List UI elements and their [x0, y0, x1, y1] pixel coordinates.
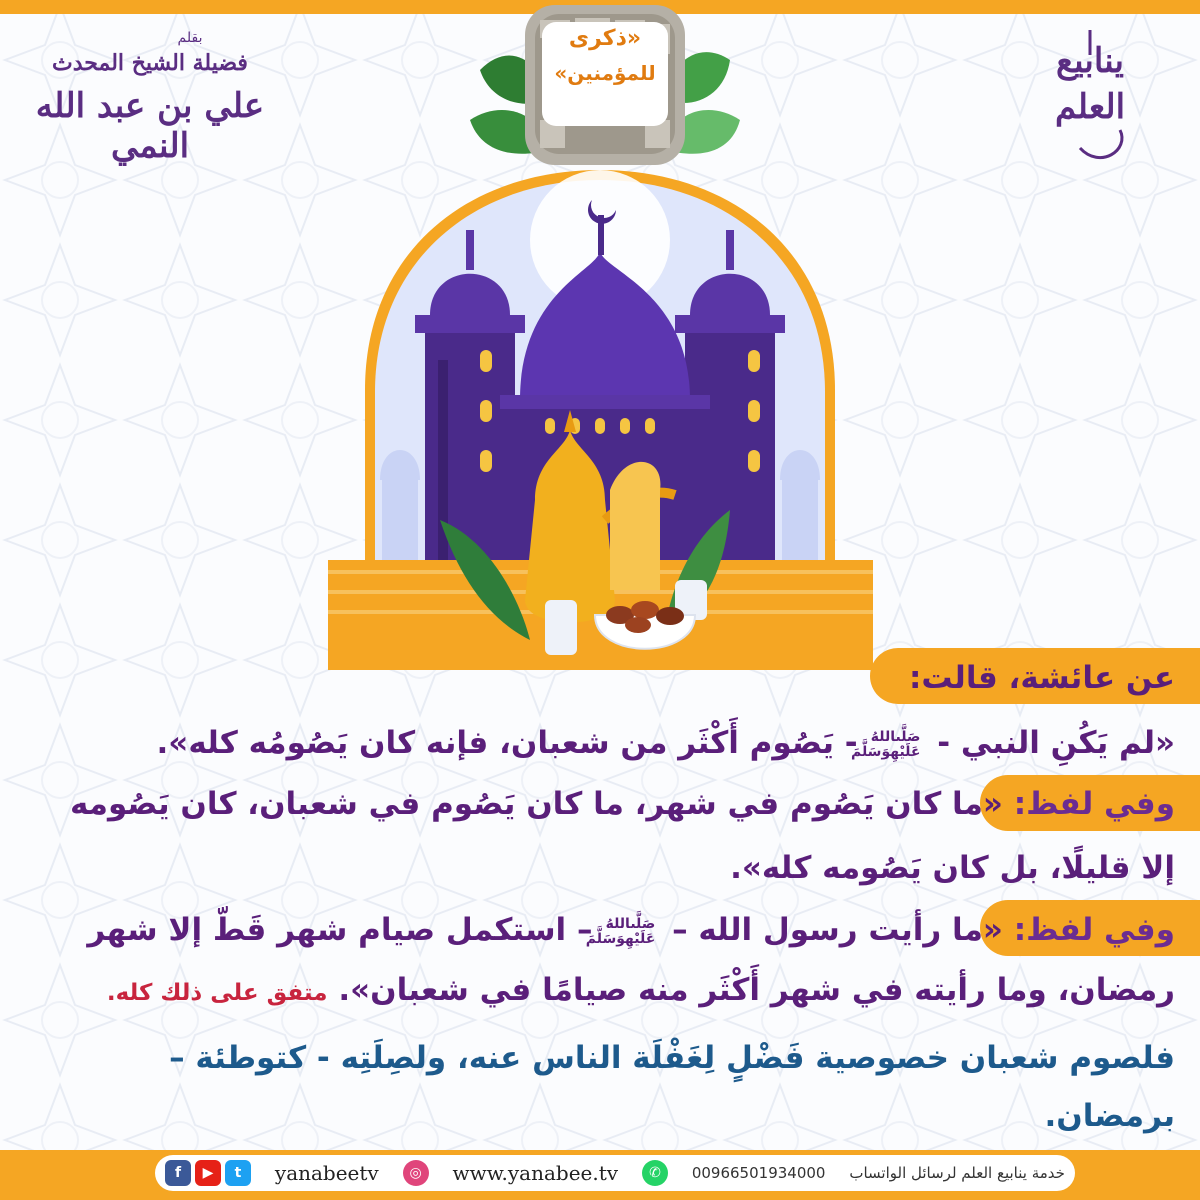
salawat-glyph: صَلَّىاللهُ عَلَيْهِوَسَلَّمَ	[850, 728, 921, 760]
hadith-2-part-b: إلا قليلًا، بل كان يَصُومه كله».	[730, 850, 1175, 886]
brand-logo-text: ينابيع العلم	[1054, 41, 1126, 127]
website-globe-icon: ◎	[403, 1160, 429, 1186]
narrator-line	[20, 650, 1175, 706]
website-link[interactable]: www.yanabee.tv	[452, 1161, 619, 1185]
hadith-1-part-b: - يَصُوم أَكْثَر من شعبان، فإنه كان يَصُومُه كله».	[156, 725, 858, 761]
hadith-3-line-1	[20, 902, 1175, 958]
author-prefix: بقلم	[177, 30, 203, 46]
twitter-icon[interactable]: t	[225, 1160, 251, 1186]
whatsapp-phone[interactable]: 00966501934000	[691, 1164, 826, 1182]
author-block	[20, 30, 280, 190]
hadith-1-line	[20, 715, 1175, 771]
hadith-1-part-a: «لم يَكُنِ النبي -	[937, 725, 1175, 761]
hadith-3-line-2	[20, 962, 1175, 1021]
author-name: علي بن عبد الله النمي	[35, 86, 265, 166]
conclusion-part-a: فلصوم شعبان خصوصية فَضْلٍ لِغَفْلَة الناس عنه، ولصِلَتِه - كتوطئة –	[169, 1040, 1175, 1076]
hadith-3-part-b: – استكمل صيام شهر قَطّ إلا شهر	[87, 912, 593, 948]
agreed-note: متفق على ذلك كله.	[106, 980, 328, 1006]
label-2: وفي لفظ:	[1013, 912, 1175, 948]
hadith-2-part-a: «ما كان يَصُوم في شهر، ما كان يَصُوم في شعبان، كان يَصُومه	[69, 786, 1003, 822]
label-1: وفي لفظ:	[1013, 786, 1175, 822]
conclusion-line-1	[20, 1030, 1175, 1086]
narrator-text: عن عائشة، قالت:	[908, 660, 1175, 696]
footer-bar	[0, 1150, 1200, 1200]
footer-contact	[155, 1155, 1075, 1191]
salawat-glyph-2: صَلَّىاللهُ عَلَيْهِوَسَلَّمَ	[585, 915, 656, 947]
whatsapp-icon: ✆	[642, 1160, 668, 1186]
hadith-2-line-1	[20, 776, 1175, 832]
social-icons	[165, 1160, 251, 1186]
emblem-line-2: للمؤمنين»	[554, 61, 656, 85]
emblem-label	[542, 22, 668, 90]
mosque-illustration	[320, 160, 880, 670]
conclusion-part-b: برمضان.	[1044, 1098, 1175, 1134]
brand-logo	[1020, 30, 1160, 170]
author-title: فضيلة الشيخ المحدث	[52, 50, 248, 76]
youtube-icon[interactable]: ▶	[195, 1160, 221, 1186]
hadith-3-part-c: رمضان، وما رأيته في شهر أَكْثَر منه صيامًا في شعبان».	[338, 972, 1175, 1008]
hadith-2-line-2	[20, 840, 1175, 896]
conclusion-line-2	[20, 1088, 1175, 1144]
social-handle[interactable]: yanabeetv	[274, 1161, 379, 1185]
facebook-icon[interactable]: f	[165, 1160, 191, 1186]
service-text: خدمة ينابيع العلم لرسائل الواتساب	[849, 1164, 1065, 1182]
emblem-line-1: «ذكرى	[568, 26, 642, 51]
hadith-3-part-a: «ما رأيت رسول الله –	[672, 912, 1003, 948]
